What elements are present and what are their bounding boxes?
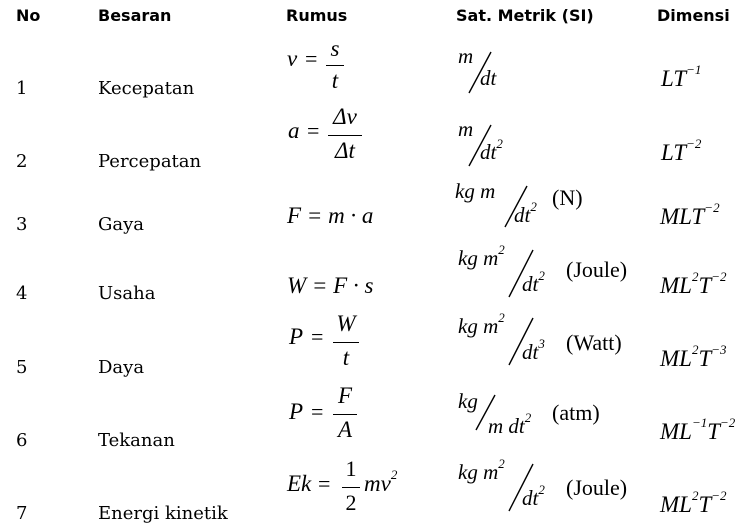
fraction-numerator: 1 bbox=[345, 456, 357, 481]
unit-numerator-exponent: 2 bbox=[498, 456, 505, 471]
dimension-exponent: −2 bbox=[686, 136, 702, 151]
formula-equals: = bbox=[318, 471, 331, 496]
formula-fraction bbox=[342, 456, 360, 520]
dimension-exponent: −1 bbox=[686, 62, 702, 77]
row-number: 7 bbox=[16, 503, 28, 524]
header-no: No bbox=[16, 6, 41, 25]
formula-rest: $mv^2$ bbox=[364, 467, 398, 496]
unit-numerator: kg $m^2$ bbox=[458, 456, 505, 484]
row-dimensi bbox=[661, 136, 702, 166]
unit-denominator-exponent: 2 bbox=[496, 136, 503, 151]
unit-name: (N) bbox=[552, 185, 583, 210]
dimension-exponent: −2 bbox=[704, 200, 720, 215]
row-number: 3 bbox=[16, 214, 28, 235]
formula-lhs: Ek bbox=[287, 471, 312, 496]
formula-fraction bbox=[333, 311, 359, 375]
formula-fraction bbox=[328, 104, 362, 166]
unit-denominator: m $dt^2$ bbox=[488, 410, 532, 438]
fraction-numerator: F bbox=[337, 383, 353, 408]
unit-numerator-exponent: 2 bbox=[498, 242, 505, 257]
fraction-denominator: t bbox=[331, 68, 339, 93]
fraction-denominator: Δt bbox=[335, 138, 355, 163]
unit-numerator: kg $m^2$ bbox=[458, 310, 505, 338]
header-besaran: Besaran bbox=[98, 6, 172, 25]
formula-equals: = bbox=[307, 118, 320, 143]
row-besaran: Daya bbox=[98, 357, 145, 378]
dimension-base: MLT bbox=[660, 204, 705, 229]
row-rumus: W = F · s bbox=[287, 273, 374, 298]
formula-lhs: P bbox=[289, 324, 304, 349]
fraction-denominator: t bbox=[342, 345, 350, 370]
row-dimensi: $ML^2T^{-2}$ bbox=[660, 269, 727, 298]
formula-exponent: 2 bbox=[390, 467, 398, 482]
row-number: 1 bbox=[16, 78, 28, 99]
row-number: 2 bbox=[16, 151, 28, 172]
dimension-exponent: −2 bbox=[720, 415, 736, 430]
row-number: 4 bbox=[16, 283, 28, 304]
formula-lhs: a bbox=[288, 118, 300, 143]
row-besaran: Kecepatan bbox=[98, 78, 195, 99]
row-dimensi: $ML^{-1}T^{-2}$ bbox=[660, 415, 736, 444]
unit-numerator: m bbox=[458, 44, 474, 68]
unit-name: (Joule) bbox=[566, 475, 628, 500]
row-number: 5 bbox=[16, 357, 28, 378]
unit-denominator-exponent: 2 bbox=[538, 482, 545, 497]
unit-denominator: $dt^2$ bbox=[522, 268, 545, 296]
fraction-denominator: 2 bbox=[345, 490, 357, 515]
unit-numerator: kg bbox=[458, 389, 478, 413]
unit-denominator-exponent: 2 bbox=[524, 410, 532, 425]
row-number: 6 bbox=[16, 430, 28, 451]
unit-denominator: dt bbox=[480, 66, 497, 90]
formula-fraction bbox=[326, 36, 344, 96]
row-besaran: Percepatan bbox=[98, 151, 202, 172]
unit-denominator: $dt^2$ bbox=[522, 482, 545, 510]
dimension-exponent: −2 bbox=[711, 488, 727, 503]
formula-equals: = bbox=[311, 399, 324, 424]
dimension-base: LT bbox=[661, 66, 687, 91]
fraction-numerator: W bbox=[336, 311, 356, 336]
unit-numerator: kg m bbox=[455, 179, 496, 203]
fraction-numerator: Δv bbox=[333, 104, 357, 129]
dimension-exponent: 2 bbox=[691, 488, 699, 503]
fraction-numerator: s bbox=[330, 36, 340, 61]
dimension-exponent: 2 bbox=[691, 269, 699, 284]
header-satuan: Sat. Metrik (SI) bbox=[456, 6, 594, 25]
unit-numerator: kg $m^2$ bbox=[458, 242, 505, 270]
dimension-base: LT bbox=[661, 140, 687, 165]
unit-name: (Joule) bbox=[566, 257, 628, 282]
row-besaran: Gaya bbox=[98, 214, 145, 235]
dimension-exponent: −1 bbox=[691, 415, 708, 430]
dimension-exponent: −3 bbox=[711, 342, 727, 357]
formula-fraction bbox=[333, 383, 357, 447]
unit-denominator: $dt^2$ bbox=[514, 199, 537, 227]
dimension-exponent: −2 bbox=[711, 269, 727, 284]
formula-lhs: v bbox=[287, 46, 298, 71]
row-besaran: Tekanan bbox=[98, 430, 175, 451]
unit-denominator: $dt^3$ bbox=[522, 336, 545, 364]
formula-lhs: P bbox=[289, 399, 304, 424]
unit-denominator: $dt^2$ bbox=[480, 136, 503, 164]
row-besaran: Energi kinetik bbox=[98, 503, 228, 524]
header-dimensi: Dimensi bbox=[657, 6, 730, 25]
unit-name: (atm) bbox=[552, 400, 600, 425]
unit-denominator-exponent: 3 bbox=[538, 336, 545, 351]
formula-equals: = bbox=[311, 324, 324, 349]
unit-denominator-exponent: 2 bbox=[538, 268, 545, 283]
dimension-exponent: 2 bbox=[691, 342, 699, 357]
row-dimensi: $ML^2T^{-3}$ bbox=[660, 342, 727, 371]
row-rumus: F = m · a bbox=[287, 203, 374, 228]
header-rumus: Rumus bbox=[286, 6, 348, 25]
unit-numerator-exponent: 2 bbox=[498, 310, 505, 325]
unit-name: (Watt) bbox=[566, 330, 622, 355]
unit-denominator-exponent: 2 bbox=[530, 199, 537, 214]
row-besaran: Usaha bbox=[98, 283, 156, 304]
formula-equals: = bbox=[305, 46, 318, 71]
unit-numerator: m bbox=[458, 117, 474, 141]
row-dimensi bbox=[660, 200, 720, 230]
row-dimensi: $ML^2T^{-2}$ bbox=[660, 488, 727, 517]
row-dimensi bbox=[661, 62, 702, 92]
fraction-denominator: A bbox=[337, 417, 353, 442]
